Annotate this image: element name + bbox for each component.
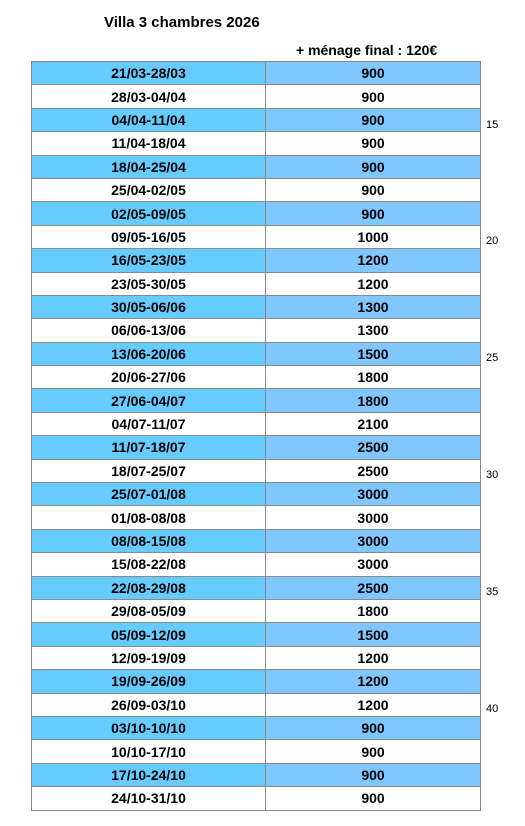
period-cell: 01/08-08/08 <box>32 506 266 529</box>
table-row <box>32 272 481 295</box>
period-cell: 11/07-18/07 <box>32 436 266 459</box>
table-row <box>32 202 481 225</box>
period-cell: 28/03-04/04 <box>32 85 266 108</box>
period-cell: 04/07-11/07 <box>32 412 266 435</box>
period-cell: 30/05-06/06 <box>32 295 266 318</box>
table-row <box>32 342 481 365</box>
row-number: 15 <box>486 119 499 131</box>
price-cell: 1500 <box>266 342 481 365</box>
price-cell: 900 <box>266 787 481 810</box>
price-cell: 1300 <box>266 295 481 318</box>
table-row <box>32 763 481 786</box>
price-cell: 900 <box>266 763 481 786</box>
table-row <box>32 553 481 576</box>
price-cell: 900 <box>266 716 481 739</box>
table-row <box>32 412 481 435</box>
period-cell: 25/07-01/08 <box>32 483 266 506</box>
table-row <box>32 389 481 412</box>
table-row <box>32 225 481 248</box>
table-row <box>32 178 481 201</box>
price-cell: 900 <box>266 178 481 201</box>
price-cell: 3000 <box>266 483 481 506</box>
table-row <box>32 295 481 318</box>
table-row <box>32 155 481 178</box>
table-row <box>32 693 481 716</box>
table-row <box>32 108 481 131</box>
period-cell: 05/09-12/09 <box>32 623 266 646</box>
price-cell: 1800 <box>266 366 481 389</box>
price-cell: 3000 <box>266 529 481 552</box>
table-row <box>32 132 481 155</box>
period-cell: 19/09-26/09 <box>32 670 266 693</box>
table-row <box>32 249 481 272</box>
table-row <box>32 787 481 810</box>
price-cell: 1200 <box>266 646 481 669</box>
table-row <box>32 716 481 739</box>
period-cell: 27/06-04/07 <box>32 389 266 412</box>
period-cell: 18/04-25/04 <box>32 155 266 178</box>
table-row <box>32 670 481 693</box>
price-cell: 3000 <box>266 553 481 576</box>
price-cell: 900 <box>266 740 481 763</box>
price-cell: 2500 <box>266 576 481 599</box>
table-row <box>32 436 481 459</box>
price-cell: 1200 <box>266 693 481 716</box>
period-cell: 22/08-29/08 <box>32 576 266 599</box>
row-number: 30 <box>486 469 499 481</box>
period-cell: 03/10-10/10 <box>32 716 266 739</box>
row-number: 40 <box>486 703 499 715</box>
period-cell: 25/04-02/05 <box>32 178 266 201</box>
table-row <box>32 85 481 108</box>
price-cell: 900 <box>266 108 481 131</box>
period-cell: 29/08-05/09 <box>32 599 266 622</box>
table-row <box>32 623 481 646</box>
price-cell: 900 <box>266 155 481 178</box>
price-cell: 1000 <box>266 225 481 248</box>
table-row <box>32 319 481 342</box>
price-cell: 1200 <box>266 670 481 693</box>
price-cell: 1200 <box>266 249 481 272</box>
price-cell: 1500 <box>266 623 481 646</box>
price-cell: 2500 <box>266 436 481 459</box>
period-cell: 13/06-20/06 <box>32 342 266 365</box>
period-cell: 23/05-30/05 <box>32 272 266 295</box>
price-cell: 1200 <box>266 272 481 295</box>
table-row <box>32 576 481 599</box>
price-cell: 2500 <box>266 459 481 482</box>
period-cell: 18/07-25/07 <box>32 459 266 482</box>
price-cell: 3000 <box>266 506 481 529</box>
price-cell: 900 <box>266 85 481 108</box>
price-cell: 1800 <box>266 599 481 622</box>
price-cell: 1800 <box>266 389 481 412</box>
table-row <box>32 646 481 669</box>
period-cell: 20/06-27/06 <box>32 366 266 389</box>
period-cell: 02/05-09/05 <box>32 202 266 225</box>
period-cell: 06/06-13/06 <box>32 319 266 342</box>
period-cell: 24/10-31/10 <box>32 787 266 810</box>
cleaning-fee-note: + ménage final : 120€ <box>296 42 438 58</box>
period-cell: 26/09-03/10 <box>32 693 266 716</box>
table-row <box>32 506 481 529</box>
price-cell: 1300 <box>266 319 481 342</box>
period-cell: 11/04-18/04 <box>32 132 266 155</box>
table-row <box>32 483 481 506</box>
table-row <box>32 529 481 552</box>
period-cell: 17/10-24/10 <box>32 763 266 786</box>
period-cell: 15/08-22/08 <box>32 553 266 576</box>
price-table <box>31 61 481 811</box>
price-cell: 900 <box>266 202 481 225</box>
table-row <box>32 366 481 389</box>
page-title: Villa 3 chambres 2026 <box>104 14 260 31</box>
period-cell: 16/05-23/05 <box>32 249 266 272</box>
period-cell: 08/08-15/08 <box>32 529 266 552</box>
row-number: 35 <box>486 586 499 598</box>
period-cell: 04/04-11/04 <box>32 108 266 131</box>
price-cell: 900 <box>266 62 481 85</box>
row-number: 25 <box>486 352 499 364</box>
price-cell: 900 <box>266 132 481 155</box>
period-cell: 09/05-16/05 <box>32 225 266 248</box>
row-number: 20 <box>486 235 499 247</box>
price-cell: 2100 <box>266 412 481 435</box>
table-row <box>32 459 481 482</box>
period-cell: 21/03-28/03 <box>32 62 266 85</box>
table-row <box>32 599 481 622</box>
table-row <box>32 62 481 85</box>
period-cell: 10/10-17/10 <box>32 740 266 763</box>
period-cell: 12/09-19/09 <box>32 646 266 669</box>
table-row <box>32 740 481 763</box>
